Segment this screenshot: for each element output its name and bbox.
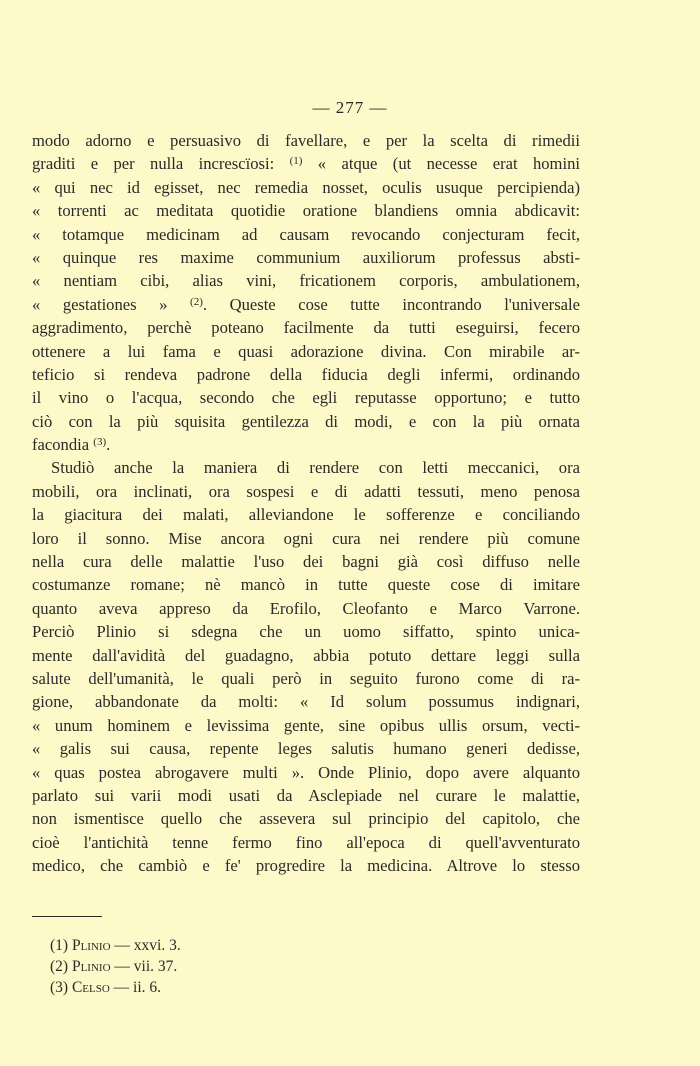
line-text: « quinque res maxime communium auxiliorum professus absti- (32, 247, 580, 267)
footnote (50, 956, 181, 977)
text-line (32, 620, 580, 643)
text-line (32, 737, 580, 760)
line-text: parlato sui varii modi usati da Asclepiade nel curare le malattie, (32, 785, 580, 805)
text-line (32, 152, 580, 175)
text-line (32, 573, 580, 596)
line-text: « unum hominem e levissima gente, sine opibus ullis orsum, vecti- (32, 715, 580, 735)
line-text: « torrenti ac meditata quotidie oratione blandiens omnia abdicavit: (32, 201, 580, 221)
text-line (32, 690, 580, 713)
line-text: « galis sui causa, repente leges salutis humano generi dedisse, (32, 739, 580, 759)
line-text: graditi e per nulla increscïosi: (32, 154, 290, 174)
text-line (32, 316, 580, 339)
line-text: « gestationes » (32, 294, 191, 314)
footnote-number: (3) (50, 979, 69, 996)
text-line (32, 269, 580, 292)
line-text: gione, abbandonate da molti: « Id solum possumus indignari, (32, 692, 580, 712)
text-line (32, 129, 580, 152)
line-text: ciò con la più squisita gentilezza di modi, e con la più ornata (32, 411, 580, 431)
footnote-reference: — vii. 37. (114, 958, 178, 975)
line-text: Perciò Plinio si sdegna che un uomo siffatto, spinto unica- (32, 622, 580, 642)
text-line (32, 644, 580, 667)
text-line (32, 597, 580, 620)
line-text: quanto aveva appreso da Erofilo, Cleofanto e Marco Varrone. (32, 598, 580, 618)
line-text: Studiò anche la maniera di rendere con letti meccanici, ora (51, 458, 580, 478)
footnote-number: (1) (50, 937, 69, 954)
footnote-marker: (1) (289, 155, 303, 168)
footnote-marker: (2) (190, 295, 203, 308)
footnote-author: Plinio (71, 958, 111, 975)
text-line (32, 503, 580, 526)
line-text: il vino o l'acqua, secondo che egli reputasse opportuno; e tutto (32, 388, 580, 408)
text-line (32, 854, 580, 877)
text-line (32, 386, 580, 409)
footnote-marker: (3) (93, 436, 107, 449)
text-line (32, 761, 580, 784)
line-text-continued: . Queste cose tutte incontrando l'universale (202, 294, 580, 314)
line-text: ottenere a lui fama e quasi adorazione divina. Con mirabile ar- (32, 341, 580, 361)
footnote-author: Plinio (71, 937, 111, 954)
footnote-reference: — ii. 6. (113, 979, 162, 996)
line-text-continued: « atque (ut necesse erat homini (302, 154, 580, 174)
text-line (32, 223, 580, 246)
text-line (32, 293, 580, 316)
line-text-continued: . (106, 435, 111, 455)
body-text (32, 129, 580, 878)
text-line (32, 550, 580, 573)
footnote-reference: — xxvi. 3. (114, 937, 181, 954)
text-line (32, 784, 580, 807)
footnote-author: Celso (71, 979, 110, 996)
page-number: — 277 — (312, 98, 388, 117)
line-text: mente dall'avidità del guadagno, abbia potuto dettare leggi sulla (32, 645, 580, 665)
line-text: facondia (32, 435, 94, 455)
text-line (32, 667, 580, 690)
text-line (32, 199, 580, 222)
line-text: non ismentisce quello che assevera sul principio del capitolo, che (32, 809, 580, 829)
line-text: salute dell'umanità, le quali però in seguito furono come di ra- (32, 668, 580, 688)
line-text: medico, che cambiò e fe' progredire la medicina. Altrove lo stesso (32, 856, 580, 876)
line-text: cioè l'antichità tenne fermo fino all'epoca di quell'avventurato (32, 832, 580, 852)
text-line (32, 246, 580, 269)
line-text: aggradimento, perchè poteano facilmente da tutti eseguirsi, fecero (32, 318, 580, 338)
line-text: « quas postea abrogavere multi ». Onde Plinio, dopo avere alquanto (32, 762, 580, 782)
text-line (32, 527, 580, 550)
text-line (32, 340, 580, 363)
text-line (32, 807, 580, 830)
text-line (32, 456, 580, 479)
line-text: loro il sonno. Mise ancora ogni cura nei rendere più comune (32, 528, 580, 548)
text-line (32, 714, 580, 737)
footnote (50, 935, 181, 956)
line-text: « nentiam cibi, alias vini, fricationem corporis, ambulationem, (32, 271, 580, 291)
line-text: teficio si rendeva padrone della fiducia degli infermi, ordinando (32, 364, 580, 384)
text-line (32, 480, 580, 503)
line-text: « qui nec id egisset, nec remedia nosset, oculis usuque percipienda) (32, 177, 580, 197)
text-line (32, 433, 580, 456)
footnote-number: (2) (50, 958, 69, 975)
footnote (50, 977, 181, 998)
text-line (32, 410, 580, 433)
line-text: la giacitura dei malati, alleviandone le sofferenze e conciliando (32, 505, 580, 525)
text-line (32, 176, 580, 199)
line-text: mobili, ora inclinati, ora sospesi e di adatti tessuti, meno penosa (32, 481, 580, 501)
footnotes (50, 935, 181, 998)
text-line (32, 831, 580, 854)
line-text: modo adorno e persuasivo di favellare, e per la scelta di rimedii (32, 131, 580, 150)
footnote-separator (32, 916, 102, 917)
line-text: « totamque medicinam ad causam revocando conjecturam fecit, (32, 224, 580, 244)
line-text: nella cura delle malattie l'uso dei bagni già così diffuso nelle (32, 552, 580, 572)
text-line (32, 363, 580, 386)
line-text: costumanze romane; nè mancò in tutte queste cose di imitare (32, 575, 580, 595)
